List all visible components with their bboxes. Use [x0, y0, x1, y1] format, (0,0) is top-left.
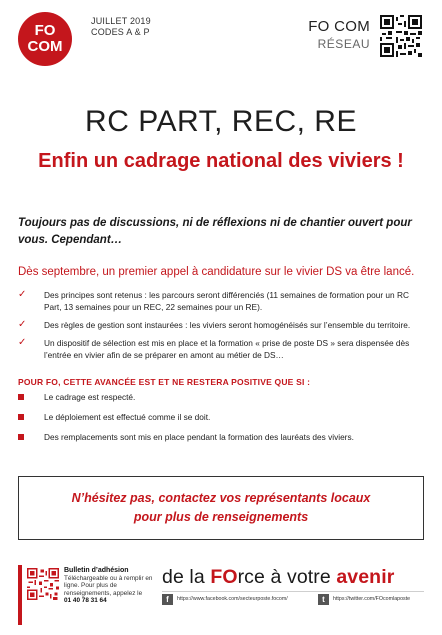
- check-item-text: Un dispositif de sélection est mis en place et la formation « prise de poste DS » sera dispensée dès l’entrée en vivier afin de se préparer en amont au métier de DS…: [44, 338, 410, 360]
- square-bullet-icon: [18, 394, 24, 400]
- twitter-icon: t: [318, 594, 329, 605]
- membership-block: [18, 565, 154, 625]
- date-line1: JUILLET 2019: [91, 16, 151, 26]
- condition-list: [18, 392, 424, 452]
- callout-line2: pour plus de renseignements: [133, 510, 309, 524]
- check-item: [18, 337, 424, 361]
- contact-callout: [18, 476, 424, 540]
- footer-divider: [162, 591, 424, 592]
- section-title: POUR FO, CETTE AVANCÉE EST ET NE RESTERA POSITIVE QUE SI :: [18, 377, 311, 387]
- facebook-icon: f: [162, 594, 173, 605]
- qr-code-icon[interactable]: [27, 568, 59, 600]
- square-bullet-icon: [18, 434, 24, 440]
- slogan: [162, 566, 394, 589]
- intro-paragraph: Toujours pas de discussions, ni de réflexions ni de chantier ouvert pour vous. Cependant…: [18, 217, 412, 246]
- check-list: [18, 289, 424, 367]
- lead-paragraph: Dès septembre, un premier appel à candidature sur le vivier DS va être lancé.: [18, 266, 415, 278]
- check-item-text: Des principes sont retenus : les parcours seront différenciés (11 semaines de formation pour un RC Part, 13 semaines pour un REC, 22 semaines pour un RE).: [44, 290, 409, 312]
- membership-description: Téléchargeable ou à remplir en ligne. Pour plus de renseignements, appelez le: [64, 574, 153, 597]
- membership-text: [64, 567, 156, 605]
- twitter-link[interactable]: [318, 593, 410, 605]
- callout-line1: N’hésitez pas, contactez vos représentants locaux: [71, 491, 371, 505]
- list-item-text: Le déploiement est effectué comme il se doit.: [44, 412, 211, 422]
- logo-line2: COM: [27, 38, 63, 55]
- check-item: [18, 289, 424, 313]
- check-item: [18, 319, 424, 331]
- date-line2: CODES A & P: [91, 27, 150, 37]
- fo-com-logo: [18, 12, 72, 66]
- list-item-text: Des remplacements sont mis en place pendant la formation des lauréats des viviers.: [44, 432, 354, 442]
- list-item: [18, 432, 424, 443]
- list-item: [18, 412, 424, 423]
- membership-phone[interactable]: 01 40 78 31 64: [64, 597, 107, 604]
- brand-subtitle: RÉSEAU: [317, 37, 370, 51]
- checkmark-icon: ✓: [18, 337, 27, 348]
- brand-block: [308, 18, 370, 51]
- checkmark-icon: ✓: [18, 289, 27, 300]
- slogan-part: de la: [162, 566, 211, 588]
- brand-name: FO COM: [308, 18, 370, 35]
- checkmark-icon: ✓: [18, 319, 27, 330]
- square-bullet-icon: [18, 414, 24, 420]
- slogan-highlight: FO: [210, 566, 238, 588]
- page-title: RC PART, REC, RE: [85, 105, 357, 138]
- membership-title: Bulletin d’adhésion: [64, 567, 129, 574]
- logo-line1: FO: [34, 22, 56, 39]
- slogan-part: rce à votre: [237, 566, 337, 588]
- check-item-text: Des règles de gestion sont instaurées : les viviers seront homogénéisés sur l’ensemble du territoire.: [44, 320, 411, 330]
- facebook-url[interactable]: https://www.facebook.com/secteurposte.focom/: [177, 596, 288, 602]
- list-item-text: Le cadrage est respecté.: [44, 392, 136, 402]
- date-block: [91, 16, 151, 38]
- list-item: [18, 392, 424, 403]
- slogan-highlight: avenir: [336, 566, 395, 588]
- twitter-url[interactable]: https://twitter.com/FOcomlaposte: [333, 596, 411, 602]
- qr-code-icon: [380, 15, 422, 57]
- page-subtitle: Enfin un cadrage national des viviers !: [38, 150, 404, 172]
- facebook-link[interactable]: [162, 593, 288, 605]
